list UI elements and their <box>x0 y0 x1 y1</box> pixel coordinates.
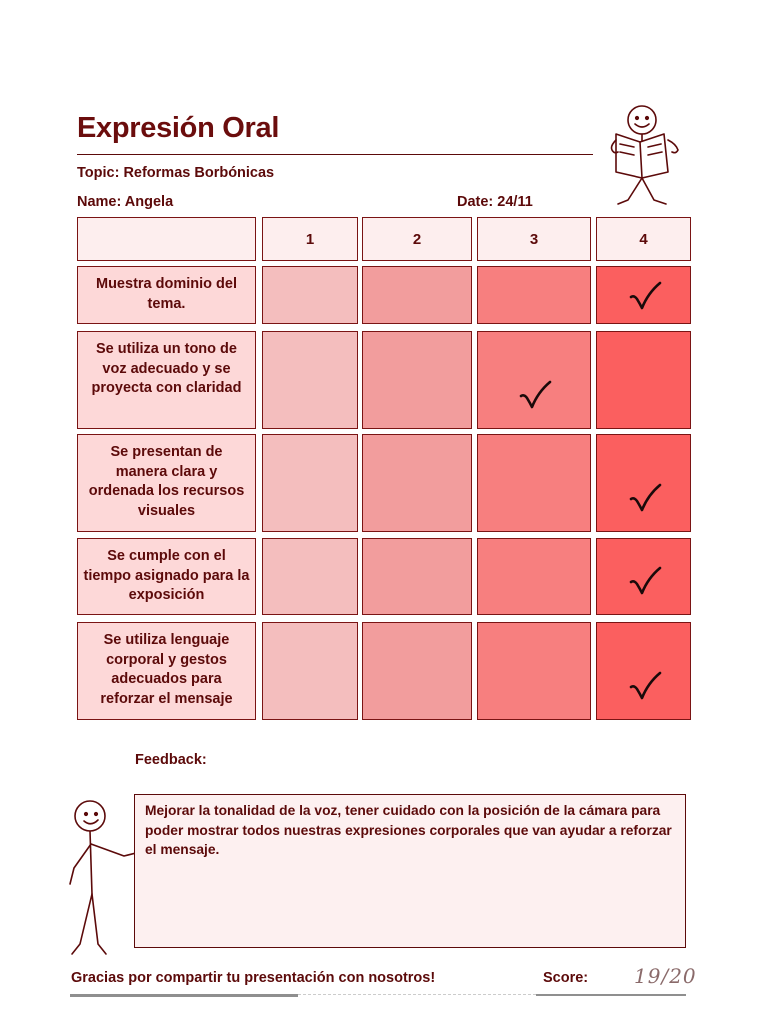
score-cell-level-4[interactable] <box>596 266 691 324</box>
score-cell-level-1[interactable] <box>262 266 358 324</box>
criterion-cell <box>77 622 256 720</box>
date-line: Date: 24/11 <box>457 194 533 210</box>
criterion-cell <box>77 266 256 324</box>
score-cell-level-3[interactable] <box>477 434 591 532</box>
score-cell-level-2[interactable] <box>362 266 472 324</box>
footer-divider-dashed <box>298 994 536 995</box>
stick-figure-reading-icon <box>606 100 688 210</box>
criterion-cell <box>77 434 256 532</box>
footer-divider-left <box>70 994 298 997</box>
score-cell-level-4[interactable] <box>596 434 691 532</box>
score-cell-level-2[interactable] <box>362 434 472 532</box>
score-label: Score: <box>543 970 589 986</box>
thanks-message: Gracias por compartir tu presentación con nosotros! <box>71 970 436 986</box>
checkmark-icon <box>628 483 662 513</box>
level-header-1: 1 <box>262 217 358 261</box>
level-header-4: 4 <box>596 217 691 261</box>
page-title: Expresión Oral <box>77 112 280 144</box>
score-cell-level-4[interactable] <box>596 331 691 429</box>
score-cell-level-1[interactable] <box>262 434 358 532</box>
criterion-label: Se presentan de manera clara y ordenada los recursos visuales <box>88 444 245 519</box>
feedback-box <box>134 794 686 948</box>
checkmark-icon <box>518 380 552 410</box>
checkmark-icon <box>628 281 662 311</box>
topic-line: Topic: Reformas Borbónicas <box>77 165 275 181</box>
score-cell-level-1[interactable] <box>262 622 358 720</box>
score-cell-level-3[interactable] <box>477 622 591 720</box>
score-cell-level-2[interactable] <box>362 622 472 720</box>
score-cell-level-3[interactable] <box>477 266 591 324</box>
score-cell-level-3[interactable] <box>477 538 591 615</box>
feedback-label: Feedback: <box>135 752 207 768</box>
feedback-text: Mejorar la tonalidad de la voz, tener cuidado con la posición de la cámara para poder mostrar todos nuestras expresiones corporales que van ayudar a reforzar el mensaje. <box>145 803 672 857</box>
checkmark-icon <box>628 671 662 701</box>
checkmark-icon <box>628 566 662 596</box>
score-cell-level-2[interactable] <box>362 538 472 615</box>
score-cell-level-2[interactable] <box>362 331 472 429</box>
level-header-3: 3 <box>477 217 591 261</box>
title-divider <box>77 154 593 155</box>
level-header-2: 2 <box>362 217 472 261</box>
criterion-label: Muestra dominio del tema. <box>96 276 237 312</box>
student-name: Name: Angela <box>77 194 174 210</box>
footer-divider-right <box>536 994 686 996</box>
criterion-label: Se utiliza lenguaje corporal y gestos adecuados para reforzar el mensaje <box>100 632 233 707</box>
criterion-label: Se utiliza un tono de voz adecuado y se proyecta con claridad <box>91 341 242 396</box>
score-cell-level-1[interactable] <box>262 538 358 615</box>
score-cell-level-1[interactable] <box>262 331 358 429</box>
score-cell-level-4[interactable] <box>596 622 691 720</box>
criterion-cell <box>77 538 256 615</box>
rubric-corner-cell <box>77 217 256 261</box>
score-cell-level-4[interactable] <box>596 538 691 615</box>
score-value: 19/20 <box>634 964 697 988</box>
criterion-label: Se cumple con el tiempo asignado para la exposición <box>83 548 250 603</box>
criterion-cell <box>77 331 256 429</box>
score-cell-level-3[interactable] <box>477 331 591 429</box>
